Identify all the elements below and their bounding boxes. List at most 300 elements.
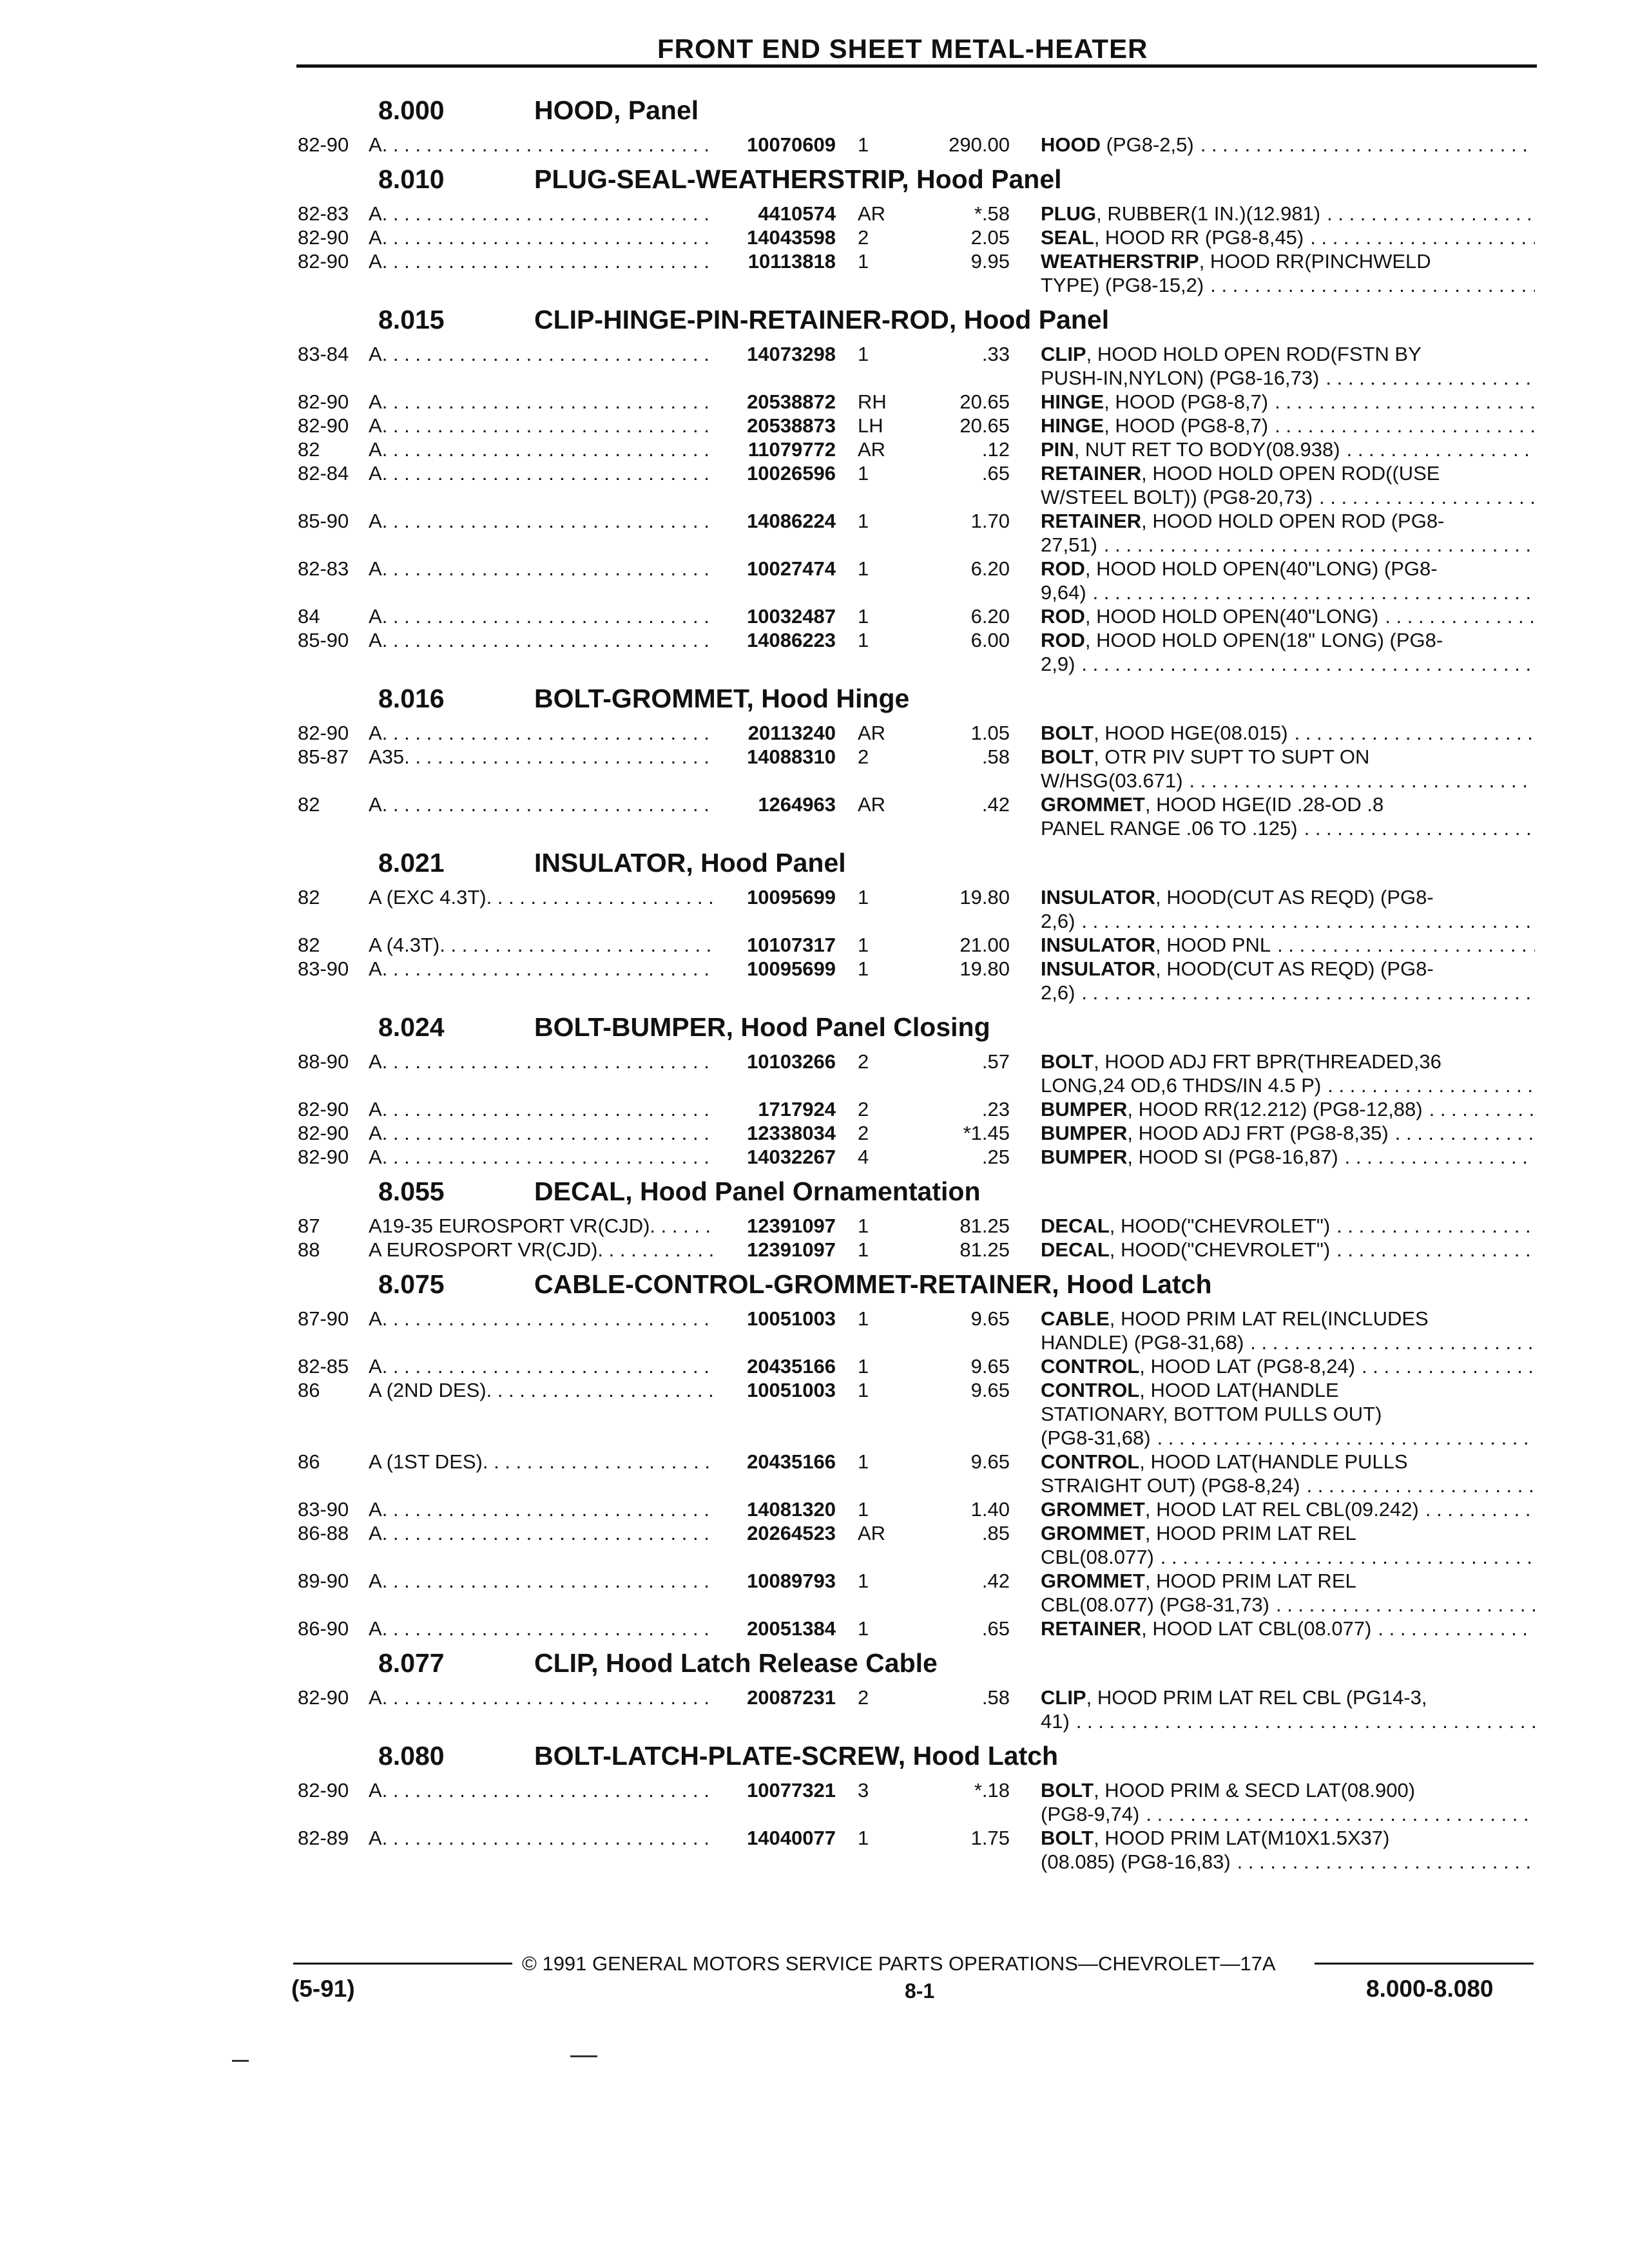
page-title: FRONT END SHEET METAL-HEATER bbox=[657, 34, 1148, 64]
description-text bbox=[1041, 628, 1443, 652]
price: .65 bbox=[981, 1617, 1010, 1640]
price: 290.00 bbox=[949, 133, 1010, 156]
description-text bbox=[1041, 933, 1277, 957]
description-line bbox=[1041, 721, 1535, 745]
catalog-section bbox=[298, 1648, 1535, 1733]
dot-leader bbox=[382, 1307, 713, 1331]
dot-leader bbox=[382, 202, 713, 226]
quantity: AR bbox=[858, 1522, 886, 1544]
description-text bbox=[1041, 1378, 1339, 1402]
part-row bbox=[298, 390, 1535, 414]
application-code: A (1ST DES) bbox=[369, 1450, 483, 1473]
description-line bbox=[1041, 1686, 1535, 1709]
model-years: 83-90 bbox=[298, 1498, 349, 1521]
description-text bbox=[1041, 793, 1383, 816]
part-row bbox=[298, 721, 1535, 745]
application-cell bbox=[369, 885, 713, 909]
part-keyword: DECAL bbox=[1041, 1215, 1110, 1237]
part-keyword: GROMMET bbox=[1041, 1498, 1145, 1521]
section-number: 8.077 bbox=[378, 1648, 445, 1678]
application-code: A bbox=[369, 1498, 382, 1521]
description-detail: , HOOD PRIM LAT(M10X1.5X37) bbox=[1094, 1827, 1390, 1849]
part-description bbox=[1010, 461, 1535, 509]
description-text bbox=[1041, 509, 1444, 533]
description-line bbox=[1041, 414, 1535, 437]
model-years: 82-83 bbox=[298, 202, 349, 225]
application-code: A bbox=[369, 250, 382, 273]
description-text bbox=[1041, 1709, 1076, 1733]
description-text bbox=[1041, 437, 1347, 461]
model-years: 82-90 bbox=[298, 226, 349, 249]
description-detail: , HOOD LAT REL CBL(09.242) bbox=[1144, 1498, 1419, 1521]
part-number: 10077321 bbox=[747, 1779, 836, 1802]
price: .12 bbox=[981, 438, 1010, 461]
part-number: 20051384 bbox=[747, 1617, 836, 1640]
application-code: A bbox=[369, 557, 382, 580]
application-cell bbox=[369, 509, 713, 533]
price: 9.65 bbox=[970, 1379, 1010, 1401]
section-number: 8.055 bbox=[378, 1177, 445, 1206]
price: 1.70 bbox=[970, 510, 1010, 532]
application-cell bbox=[369, 1521, 713, 1545]
description-line bbox=[1041, 1497, 1535, 1521]
part-number: 20435166 bbox=[747, 1355, 836, 1378]
section-title: INSULATOR, Hood Panel bbox=[534, 848, 846, 878]
dot-leader bbox=[382, 226, 713, 249]
description-detail: 27,51) bbox=[1041, 533, 1097, 556]
application-cell bbox=[369, 1569, 713, 1593]
model-years: 86 bbox=[298, 1379, 320, 1401]
description-line bbox=[1041, 509, 1535, 533]
part-description bbox=[1010, 1121, 1535, 1145]
description-text bbox=[1041, 226, 1310, 249]
part-description bbox=[1010, 1307, 1535, 1354]
description-detail: (08.085) (PG8-16,83) bbox=[1041, 1850, 1231, 1873]
description-line bbox=[1041, 628, 1535, 652]
dot-leader bbox=[382, 342, 713, 366]
model-years: 82 bbox=[298, 793, 320, 816]
application-code: A bbox=[369, 226, 382, 249]
part-description bbox=[1010, 1497, 1535, 1521]
price: .23 bbox=[981, 1098, 1010, 1120]
description-detail: , HOOD(CUT AS REQD) (PG8- bbox=[1155, 957, 1434, 980]
part-row bbox=[298, 628, 1535, 676]
description-detail: , HOOD("CHEVROLET") bbox=[1109, 1238, 1331, 1261]
model-years: 82-90 bbox=[298, 722, 349, 744]
application-cell bbox=[369, 1214, 713, 1238]
part-row bbox=[298, 885, 1535, 933]
application-code: A EUROSPORT VR(CJD) bbox=[369, 1238, 598, 1261]
price: 1.40 bbox=[970, 1498, 1010, 1521]
description-detail: , HOOD (PG8-8,7) bbox=[1104, 390, 1269, 413]
description-text bbox=[1041, 604, 1385, 628]
description-detail: , HOOD PRIM LAT REL CBL (PG14-3, bbox=[1086, 1686, 1427, 1709]
quantity: 1 bbox=[858, 557, 869, 580]
model-years: 88-90 bbox=[298, 1050, 349, 1073]
description-detail: , HOOD LAT CBL(08.077) bbox=[1141, 1617, 1372, 1640]
description-line bbox=[1041, 581, 1535, 604]
description-text bbox=[1041, 273, 1210, 297]
model-years: 82-90 bbox=[298, 1098, 349, 1120]
description-line bbox=[1041, 1050, 1535, 1073]
model-years: 82-90 bbox=[298, 390, 349, 413]
section-header bbox=[298, 95, 1535, 133]
application-code: A bbox=[369, 1779, 382, 1802]
description-line bbox=[1041, 793, 1535, 816]
application-cell bbox=[369, 1097, 713, 1121]
dot-leader bbox=[382, 133, 713, 157]
dot-leader bbox=[382, 1686, 713, 1709]
section-title: PLUG-SEAL-WEATHERSTRIP, Hood Panel bbox=[534, 164, 1062, 194]
dot-leader bbox=[382, 1778, 713, 1802]
quantity: 1 bbox=[858, 343, 869, 365]
description-text bbox=[1041, 1617, 1378, 1640]
description-text bbox=[1041, 1073, 1327, 1097]
part-description bbox=[1010, 721, 1535, 745]
price: 9.65 bbox=[970, 1450, 1010, 1473]
section-number: 8.016 bbox=[378, 684, 445, 713]
application-code: A bbox=[369, 1355, 382, 1378]
description-detail: , NUT RET TO BODY(08.938) bbox=[1074, 438, 1340, 461]
section-title: CABLE-CONTROL-GROMMET-RETAINER, Hood Latch bbox=[534, 1269, 1212, 1299]
dot-leader bbox=[382, 1121, 713, 1145]
price: 20.65 bbox=[959, 414, 1010, 437]
application-cell bbox=[369, 1778, 713, 1802]
description-detail: , HOOD PNL bbox=[1155, 934, 1271, 956]
part-number: 14086223 bbox=[747, 629, 836, 651]
application-cell bbox=[369, 957, 713, 981]
description-text bbox=[1041, 1778, 1415, 1802]
description-text bbox=[1041, 202, 1327, 226]
price: 1.05 bbox=[970, 722, 1010, 744]
description-detail: W/STEEL BOLT)) (PG8-20,73) bbox=[1041, 486, 1313, 508]
part-row bbox=[298, 1378, 1535, 1450]
price: 9.95 bbox=[970, 250, 1010, 273]
section-title: BOLT-LATCH-PLATE-SCREW, Hood Latch bbox=[534, 1741, 1059, 1771]
application-code: A bbox=[369, 1146, 382, 1168]
part-keyword: ROD bbox=[1041, 605, 1085, 628]
application-code: A bbox=[369, 1522, 382, 1544]
description-text bbox=[1041, 485, 1319, 509]
part-keyword: HINGE bbox=[1041, 390, 1104, 413]
part-keyword: SEAL bbox=[1041, 226, 1094, 249]
part-description bbox=[1010, 793, 1535, 840]
description-detail: , HOOD LAT (PG8-8,24) bbox=[1139, 1355, 1356, 1378]
application-code: A bbox=[369, 1050, 382, 1073]
part-description bbox=[1010, 557, 1535, 604]
description-text bbox=[1041, 1802, 1146, 1826]
dot-leader bbox=[382, 721, 713, 745]
description-text bbox=[1041, 816, 1304, 840]
description-text bbox=[1041, 133, 1200, 157]
application-code: A bbox=[369, 202, 382, 225]
section-header bbox=[298, 1269, 1535, 1307]
part-keyword: DECAL bbox=[1041, 1238, 1110, 1261]
part-row bbox=[298, 249, 1535, 297]
application-cell bbox=[369, 1378, 713, 1402]
description-detail: (PG8-2,5) bbox=[1101, 133, 1194, 156]
section-title: CLIP-HINGE-PIN-RETAINER-ROD, Hood Panel bbox=[534, 305, 1110, 334]
description-detail: HANDLE) (PG8-31,68) bbox=[1041, 1331, 1244, 1354]
model-years: 86-88 bbox=[298, 1522, 349, 1544]
application-code: A bbox=[369, 510, 382, 532]
application-code: A bbox=[369, 1122, 382, 1144]
price: .42 bbox=[981, 793, 1010, 816]
application-code: A bbox=[369, 1570, 382, 1592]
description-line bbox=[1041, 604, 1535, 628]
part-number: 20113240 bbox=[747, 722, 836, 744]
part-keyword: BOLT bbox=[1041, 722, 1094, 744]
dot-leader bbox=[382, 1569, 713, 1593]
quantity: 2 bbox=[858, 1686, 869, 1709]
header-rule bbox=[296, 64, 1537, 68]
application-cell bbox=[369, 1121, 713, 1145]
description-detail: , HOOD(CUT AS REQD) (PG8- bbox=[1155, 886, 1434, 908]
description-line bbox=[1041, 1097, 1535, 1121]
part-description bbox=[1010, 1521, 1535, 1569]
quantity: LH bbox=[858, 414, 883, 437]
part-row bbox=[298, 342, 1535, 390]
description-line bbox=[1041, 226, 1535, 249]
part-description bbox=[1010, 1378, 1535, 1450]
dot-leader bbox=[382, 1050, 713, 1073]
description-detail: , HOOD ADJ FRT (PG8-8,35) bbox=[1127, 1122, 1389, 1144]
application-code: A bbox=[369, 722, 382, 744]
part-description bbox=[1010, 957, 1535, 1004]
part-keyword: BUMPER bbox=[1041, 1098, 1128, 1120]
application-code: A bbox=[369, 1686, 382, 1709]
description-detail: (PG8-9,74) bbox=[1041, 1803, 1140, 1825]
section-title: CLIP, Hood Latch Release Cable bbox=[534, 1648, 938, 1678]
description-detail: 2,6) bbox=[1041, 910, 1075, 932]
description-text bbox=[1041, 1545, 1161, 1569]
part-number: 10095699 bbox=[747, 886, 836, 908]
description-line bbox=[1041, 1307, 1535, 1331]
dot-leader bbox=[439, 933, 713, 957]
part-keyword: BUMPER bbox=[1041, 1122, 1128, 1144]
part-row bbox=[298, 226, 1535, 249]
part-row bbox=[298, 1569, 1535, 1617]
catalog-section bbox=[298, 1741, 1535, 1874]
description-line bbox=[1041, 1850, 1535, 1874]
model-years: 88 bbox=[298, 1238, 320, 1261]
description-text bbox=[1041, 533, 1104, 557]
part-number: 20087231 bbox=[747, 1686, 836, 1709]
catalog-section bbox=[298, 164, 1535, 297]
quantity: 1 bbox=[858, 1570, 869, 1592]
description-line bbox=[1041, 533, 1535, 557]
part-keyword: WEATHERSTRIP bbox=[1041, 250, 1199, 273]
description-line bbox=[1041, 273, 1535, 297]
description-detail: STATIONARY, BOTTOM PULLS OUT) bbox=[1041, 1403, 1382, 1425]
description-detail: , HOOD HOLD OPEN ROD (PG8- bbox=[1141, 510, 1445, 532]
part-number: 14073298 bbox=[747, 343, 836, 365]
quantity: 2 bbox=[858, 745, 869, 768]
description-line bbox=[1041, 1778, 1535, 1802]
description-line bbox=[1041, 557, 1535, 581]
part-description bbox=[1010, 414, 1535, 437]
part-number: 14088310 bbox=[747, 745, 836, 768]
description-line bbox=[1041, 202, 1535, 226]
model-years: 83-90 bbox=[298, 957, 349, 980]
dot-leader bbox=[382, 390, 713, 414]
dot-leader bbox=[382, 461, 713, 485]
price: .33 bbox=[981, 343, 1010, 365]
quantity: 1 bbox=[858, 1617, 869, 1640]
part-description bbox=[1010, 226, 1535, 249]
description-detail: 41) bbox=[1041, 1710, 1070, 1733]
catalog-section bbox=[298, 684, 1535, 840]
description-line bbox=[1041, 1402, 1535, 1426]
application-code: A bbox=[369, 1307, 382, 1330]
description-line bbox=[1041, 1826, 1535, 1850]
quantity: 1 bbox=[858, 1238, 869, 1261]
price: 81.25 bbox=[959, 1215, 1010, 1237]
part-number: 4410574 bbox=[758, 202, 836, 225]
dot-leader bbox=[382, 628, 713, 652]
price: 19.80 bbox=[959, 886, 1010, 908]
part-keyword: ROD bbox=[1041, 557, 1085, 580]
description-detail: , HOOD PRIM LAT REL bbox=[1144, 1522, 1356, 1544]
description-line bbox=[1041, 816, 1535, 840]
dot-leader bbox=[382, 604, 713, 628]
description-text bbox=[1041, 1097, 1429, 1121]
description-text bbox=[1041, 1850, 1237, 1874]
price: *1.45 bbox=[963, 1122, 1010, 1144]
part-number: 10026596 bbox=[747, 462, 836, 485]
part-row bbox=[298, 793, 1535, 840]
description-detail: PUSH-IN,NYLON) (PG8-16,73) bbox=[1041, 367, 1320, 389]
application-code: A bbox=[369, 1617, 382, 1640]
description-text bbox=[1041, 769, 1190, 793]
model-years: 83-84 bbox=[298, 343, 349, 365]
description-detail: 2,6) bbox=[1041, 981, 1075, 1004]
description-detail: , HOOD HOLD OPEN(40"LONG) bbox=[1084, 605, 1379, 628]
catalog-section bbox=[298, 1269, 1535, 1640]
description-detail: , HOOD PRIM LAT REL(INCLUDES bbox=[1109, 1307, 1429, 1330]
section-header bbox=[298, 305, 1535, 342]
part-number: 20264523 bbox=[747, 1522, 836, 1544]
description-detail: , HOOD (PG8-8,7) bbox=[1104, 414, 1269, 437]
price: .65 bbox=[981, 462, 1010, 485]
description-text bbox=[1041, 1521, 1356, 1545]
description-line bbox=[1041, 249, 1535, 273]
price: .25 bbox=[981, 1146, 1010, 1168]
part-number: 20538872 bbox=[747, 390, 836, 413]
part-description bbox=[1010, 1617, 1535, 1640]
part-keyword: CONTROL bbox=[1041, 1355, 1140, 1378]
quantity: 4 bbox=[858, 1146, 869, 1168]
part-description bbox=[1010, 202, 1535, 226]
footer-rule-left bbox=[293, 1963, 512, 1965]
model-years: 82-90 bbox=[298, 414, 349, 437]
description-text bbox=[1041, 461, 1440, 485]
description-detail: , HOOD SI (PG8-16,87) bbox=[1127, 1146, 1338, 1168]
quantity: 2 bbox=[858, 1098, 869, 1120]
description-line bbox=[1041, 1378, 1535, 1402]
quantity: 2 bbox=[858, 1122, 869, 1144]
part-description bbox=[1010, 1238, 1535, 1262]
part-description bbox=[1010, 745, 1535, 793]
part-description bbox=[1010, 885, 1535, 933]
application-cell bbox=[369, 202, 713, 226]
dot-leader bbox=[404, 745, 713, 769]
parts-catalog bbox=[298, 95, 1535, 1881]
description-detail: , HOOD HOLD OPEN ROD(FSTN BY bbox=[1086, 343, 1422, 365]
dot-leader bbox=[382, 793, 713, 816]
description-text bbox=[1041, 1450, 1408, 1474]
dot-leader bbox=[382, 1617, 713, 1640]
model-years: 89-90 bbox=[298, 1570, 349, 1592]
application-code: A bbox=[369, 1827, 382, 1849]
part-number: 10070609 bbox=[747, 133, 836, 156]
model-years: 85-90 bbox=[298, 510, 349, 532]
application-code: A bbox=[369, 414, 382, 437]
model-years: 82-89 bbox=[298, 1827, 349, 1849]
section-number: 8.010 bbox=[378, 164, 445, 194]
price: *.18 bbox=[974, 1779, 1010, 1802]
quantity: 1 bbox=[858, 1827, 869, 1849]
part-keyword: RETAINER bbox=[1041, 510, 1142, 532]
application-cell bbox=[369, 721, 713, 745]
part-keyword: RETAINER bbox=[1041, 1617, 1142, 1640]
description-text bbox=[1041, 1497, 1425, 1521]
section-header bbox=[298, 684, 1535, 721]
price: 9.65 bbox=[970, 1307, 1010, 1330]
description-detail: 9,64) bbox=[1041, 581, 1086, 604]
quantity: 1 bbox=[858, 1498, 869, 1521]
application-code: A bbox=[369, 957, 382, 980]
part-description bbox=[1010, 509, 1535, 557]
part-description bbox=[1010, 1778, 1535, 1826]
application-cell bbox=[369, 1450, 713, 1474]
part-number: 1717924 bbox=[758, 1098, 836, 1120]
part-description bbox=[1010, 390, 1535, 414]
description-line bbox=[1041, 1709, 1535, 1733]
part-number: 14040077 bbox=[747, 1827, 836, 1849]
description-text bbox=[1041, 721, 1295, 745]
section-title: BOLT-GROMMET, Hood Hinge bbox=[534, 684, 910, 713]
part-description bbox=[1010, 133, 1535, 157]
quantity: 1 bbox=[858, 133, 869, 156]
application-code: A bbox=[369, 438, 382, 461]
description-text bbox=[1041, 1307, 1429, 1331]
application-cell bbox=[369, 793, 713, 816]
application-code: A bbox=[369, 1098, 382, 1120]
part-keyword: CONTROL bbox=[1041, 1450, 1140, 1473]
description-text bbox=[1041, 414, 1275, 437]
quantity: AR bbox=[858, 722, 886, 744]
part-description bbox=[1010, 1145, 1535, 1169]
part-keyword: INSULATOR bbox=[1041, 957, 1155, 980]
description-text bbox=[1041, 390, 1275, 414]
description-line bbox=[1041, 437, 1535, 461]
description-text bbox=[1041, 1474, 1307, 1497]
description-detail: , HOOD LAT(HANDLE PULLS bbox=[1139, 1450, 1408, 1473]
description-line bbox=[1041, 652, 1535, 676]
section-header bbox=[298, 1648, 1535, 1686]
part-description bbox=[1010, 1050, 1535, 1097]
application-code: A bbox=[369, 629, 382, 651]
description-detail: , HOOD HGE(ID .28-OD .8 bbox=[1144, 793, 1384, 816]
model-years: 82-90 bbox=[298, 133, 349, 156]
application-code: A35 bbox=[369, 745, 405, 768]
part-description bbox=[1010, 342, 1535, 390]
part-keyword: BUMPER bbox=[1041, 1146, 1128, 1168]
quantity: AR bbox=[858, 793, 886, 816]
section-number: 8.075 bbox=[378, 1269, 445, 1299]
application-cell bbox=[369, 226, 713, 249]
